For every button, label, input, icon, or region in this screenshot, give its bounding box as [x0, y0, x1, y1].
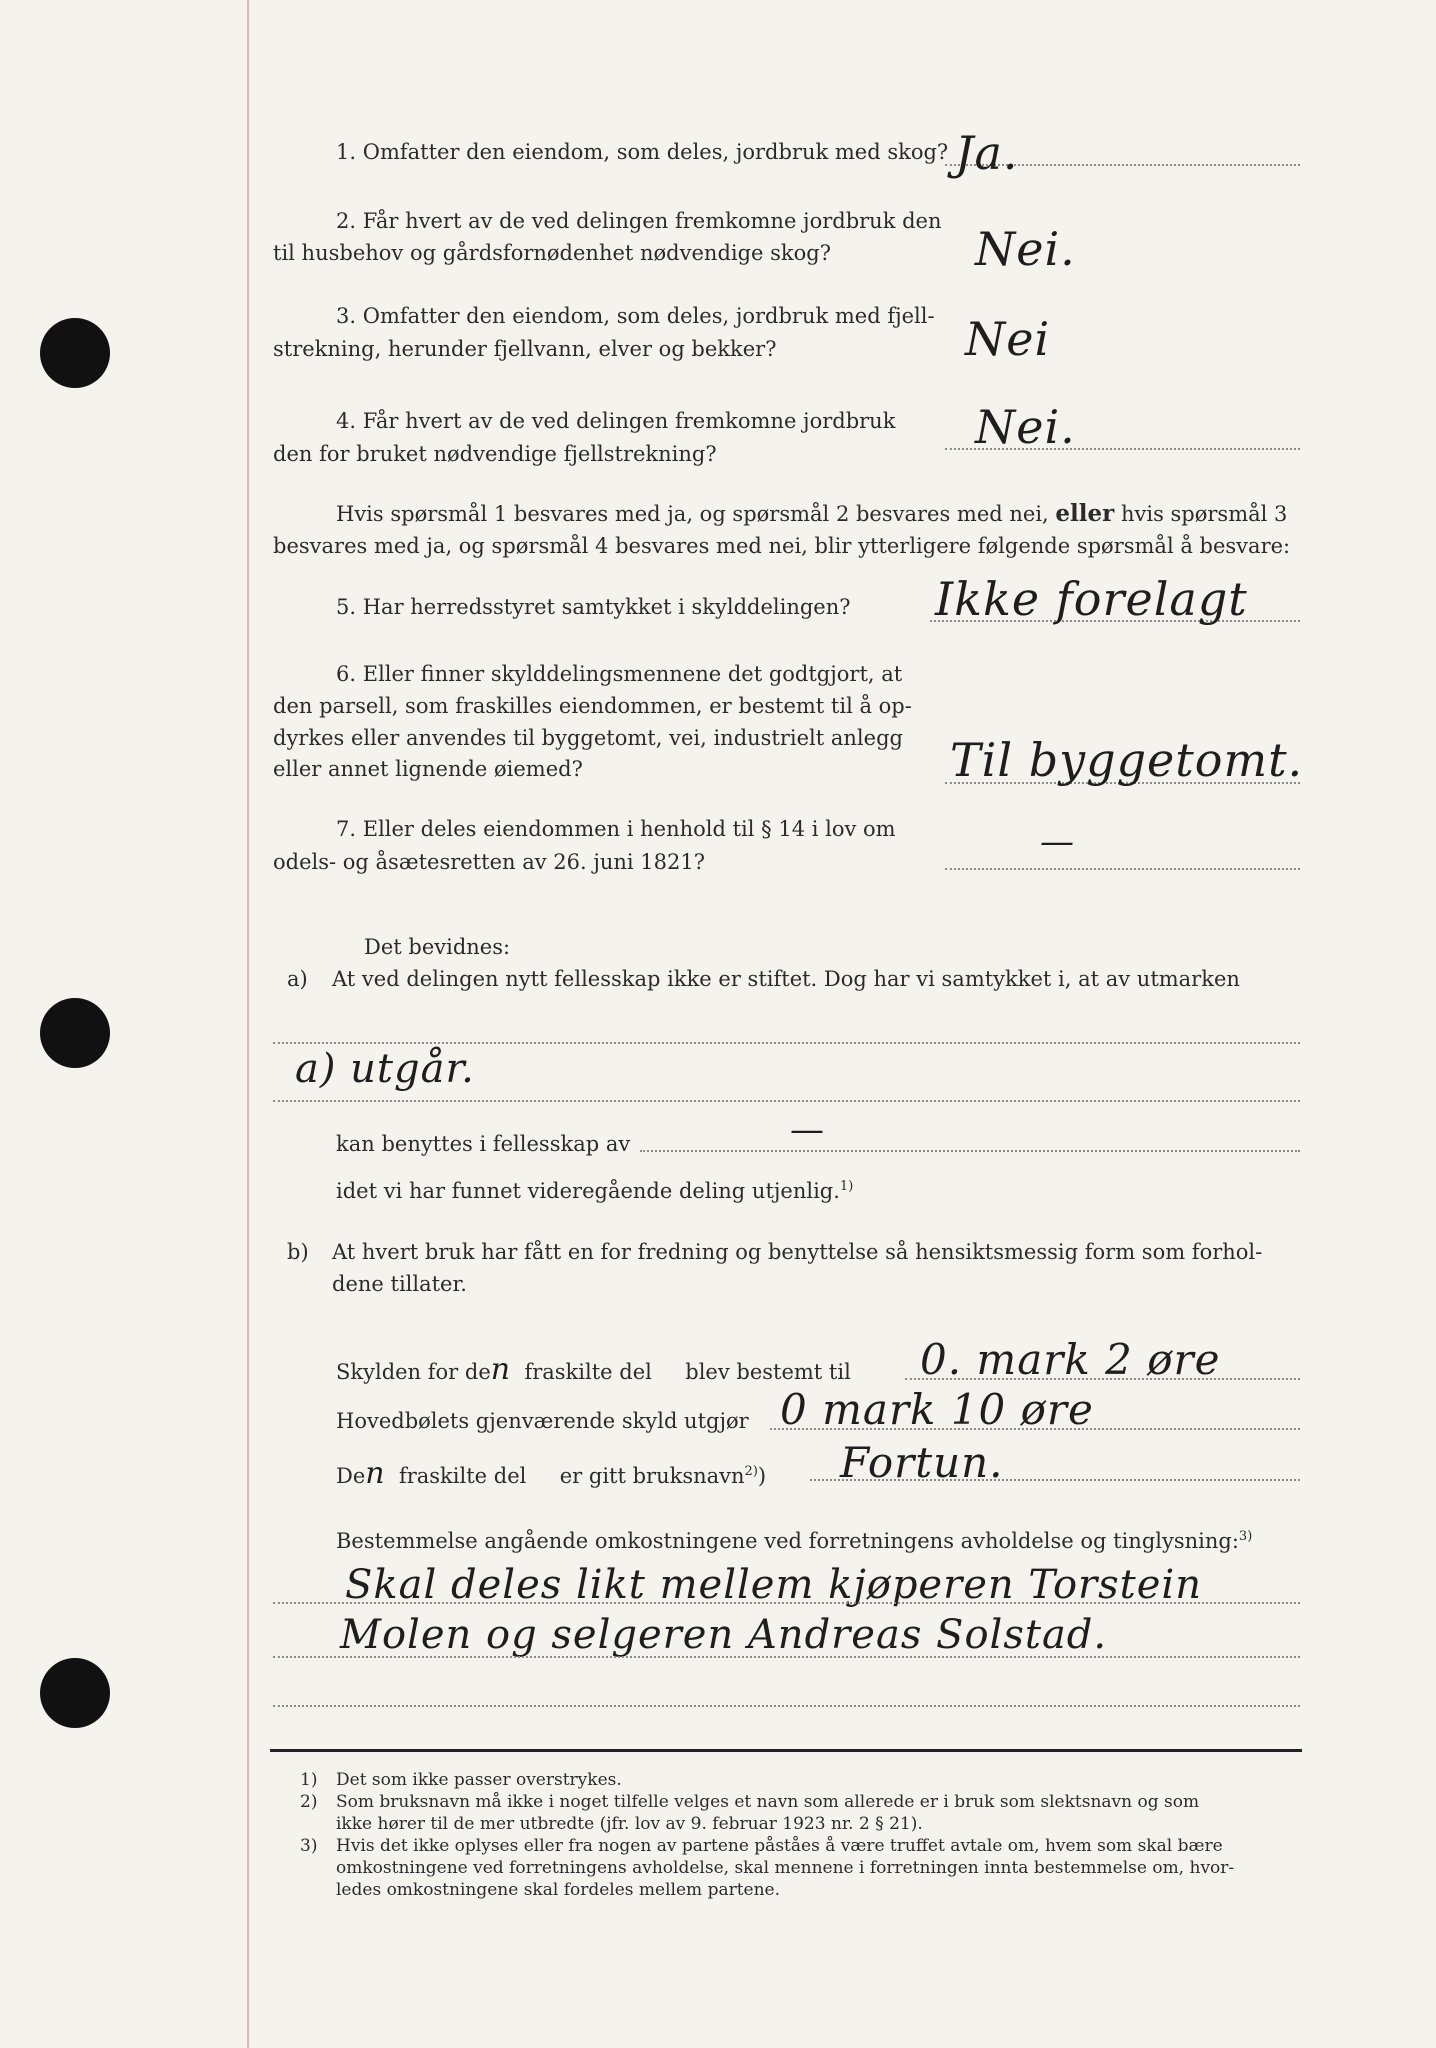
q7-text-line2: odels- og åsætesretten av 26. juni 1821? [273, 850, 705, 874]
hovedbol-answer: 0 mark 10 øre [780, 1385, 1094, 1434]
kan-answer-line [640, 1150, 1300, 1152]
bevidnes-b-text1: At hvert bruk har fått en for fredning og benyttelse så hensiktsmessig form som forhol- [332, 1240, 1263, 1264]
q3-text-line2: strekning, herunder fjellvann, elver og bekker? [273, 337, 777, 361]
footnote-2-mark: 2) [300, 1792, 318, 1812]
bevidnes-a-label: a) [287, 967, 308, 991]
kan-answer: — [790, 1110, 825, 1150]
hovedbol-line: Hovedbølets gjenværende skyld utgjør [336, 1409, 749, 1433]
footnote-3-line3: ledes omkostningene skal fordeles mellem partene. [336, 1880, 781, 1900]
q2-text-line2: til husbehov og gårdsfornødenhet nødvendige skog? [273, 241, 831, 265]
q7-answer-line [945, 868, 1300, 870]
q4-text-line1: 4. Får hvert av de ved delingen fremkomne jordbruk [336, 409, 896, 433]
q2-text-line1: 2. Får hvert av de ved delingen fremkomne jordbruk den [336, 209, 942, 233]
q6-text-line3: dyrkes eller anvendes til byggetomt, vei, industrielt anlegg [273, 726, 903, 750]
q6-text-line1: 6. Eller finner skylddelingsmennene det godtgjort, at [336, 662, 903, 686]
omkostning-dots-2 [273, 1656, 1300, 1658]
punch-hole-top [40, 318, 110, 388]
q7-answer: — [1040, 822, 1075, 862]
footnote-3-line2: omkostningene ved forretningens avholdelse, skal mennene i forretningen innta bestemmelse om, hvor- [336, 1858, 1235, 1878]
a-blank-line-1 [273, 1042, 1300, 1044]
punch-hole-middle [40, 998, 110, 1068]
bevidnes-b-text2: dene tillater. [332, 1272, 467, 1296]
q1-text: 1. Omfatter den eiendom, som deles, jordbruk med skog? [336, 140, 949, 164]
footnote-1-mark: 1) [300, 1770, 318, 1790]
q5-answer: Ikke forelagt [935, 572, 1248, 626]
skyld-line1: Skylden for den fraskilte del blev bestemt til [336, 1352, 851, 1387]
punch-hole-bottom [40, 1658, 110, 1728]
omkostning-hand-line1: Skal deles likt mellem kjøperen Torstein [345, 1562, 1202, 1608]
q3-answer: Nei [965, 312, 1051, 366]
margin-line [247, 0, 249, 2048]
q5-text: 5. Har herredsstyret samtykket i skylddelingen? [336, 595, 851, 619]
footnote-2-line2: ikke hører til de mer utbredte (jfr. lov av 9. februar 1923 nr. 2 § 21). [336, 1814, 923, 1834]
a-blank-line-2 [273, 1100, 1300, 1102]
q4-text-line2: den for bruket nødvendige fjellstrekning? [273, 442, 717, 466]
footnote-rule [270, 1749, 1302, 1752]
bruksnavn-line: Den fraskilte del er gitt bruksnavn$^{2)}$) [336, 1456, 767, 1491]
omkostning-line: Bestemmelse angående omkostningene ved forretningens avholdelse og tinglysning:$^{3)}$ [336, 1529, 1253, 1553]
q3-text-line1: 3. Omfatter den eiendom, som deles, jordbruk med fjell- [336, 304, 935, 328]
q6-answer: Til byggetomt. [950, 733, 1304, 787]
footnote-3-mark: 3) [300, 1836, 318, 1856]
omkostning-dots-1 [273, 1602, 1300, 1604]
kan-text: kan benyttes i fellesskap av [336, 1132, 631, 1156]
q2-answer: Nei. [975, 222, 1076, 276]
condition-line1: Hvis spørsmål 1 besvares med ja, og spørsmål 2 besvares med nei, eller hvis spørsmål 3 [336, 500, 1288, 527]
q4-answer: Nei. [975, 400, 1076, 454]
a-handwritten: a) utgår. [295, 1046, 475, 1092]
bevidnes-a-text: At ved delingen nytt fellesskap ikke er stiftet. Dog har vi samtykket i, at av utmarken [332, 967, 1240, 991]
footnote-3-line1: Hvis det ikke oplyses eller fra nogen av partene påståes å være truffet avtale om, hvem som skal bære [336, 1836, 1223, 1856]
bruksnavn-answer: Fortun. [840, 1438, 1004, 1487]
q6-text-line2: den parsell, som fraskilles eiendommen, er bestemt til å op- [273, 694, 912, 718]
q7-text-line1: 7. Eller deles eiendommen i henhold til § 14 i lov om [336, 817, 896, 841]
omkostning-dots-3 [273, 1705, 1300, 1707]
footnote-1-line1: Det som ikke passer overstrykes. [336, 1770, 622, 1790]
q6-text-line4: eller annet lignende øiemed? [273, 757, 583, 781]
footnote-2-line1: Som bruksnavn må ikke i noget tilfelle velges et navn som allerede er i bruk som slektsnavn og som [336, 1792, 1200, 1812]
omkostning-hand-line2: Molen og selgeren Andreas Solstad. [340, 1612, 1108, 1658]
condition-line2: besvares med ja, og spørsmål 4 besvares med nei, blir ytterligere følgende spørsmål å besvare: [273, 534, 1291, 558]
bevidnes-b-label: b) [287, 1240, 309, 1264]
idet-text: idet vi har funnet videregående deling utjenlig.$^{1)}$ [336, 1179, 854, 1203]
skyld-answer: 0. mark 2 øre [920, 1335, 1221, 1384]
bevidnes-heading: Det bevidnes: [364, 935, 511, 959]
q1-answer: Ja. [955, 126, 1019, 180]
